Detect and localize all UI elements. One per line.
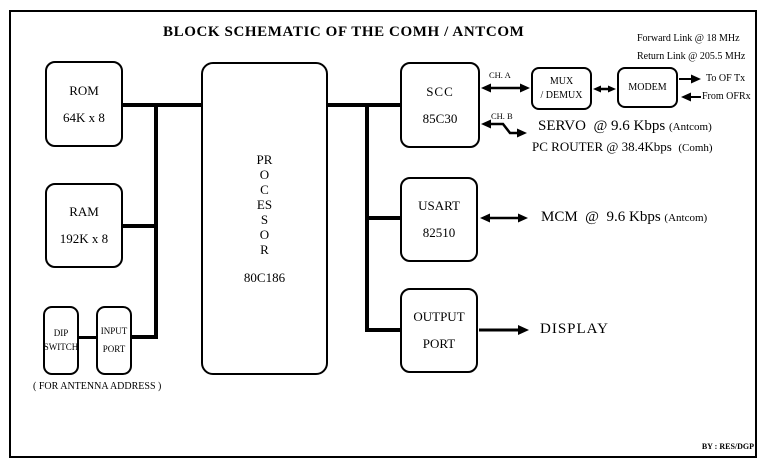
ram-size-label: 192K x 8 <box>59 231 109 246</box>
bus-input-port-branch <box>132 335 158 339</box>
servo-link-text: SERVO @ 9.6 Kbps <box>538 118 669 134</box>
output-port-label-line2: PORT <box>422 336 456 351</box>
mux-demux-label-line1: MUX <box>549 75 574 87</box>
scc-part-number: 85C30 <box>422 110 458 126</box>
dip-switch-block <box>43 306 79 375</box>
from-ofrx-label: From OFRx <box>702 91 751 102</box>
pc-router-link-note: (Comh) <box>678 142 713 154</box>
pc-router-link-text: PC ROUTER @ 38.4Kbps <box>532 139 679 154</box>
channel-b-label: CH. B <box>491 111 513 121</box>
scc-block <box>400 62 480 148</box>
return-link-label: Return Link @ 205.5 MHz <box>637 51 746 62</box>
servo-link-note: (Antcom) <box>668 121 712 133</box>
bus-ram-branch <box>123 224 158 228</box>
mcm-link-text: MCM @ 9.6 Kbps <box>541 209 665 225</box>
to-of-tx-label: To OF Tx <box>706 73 746 84</box>
mux-demux-block <box>531 67 592 110</box>
output-port-label-line1: OUTPUT <box>413 309 465 324</box>
link-dip-switch-input-port <box>79 336 96 339</box>
bus-left-vertical <box>154 103 158 339</box>
scc-label: SCC <box>426 83 454 99</box>
diagram-title: BLOCK SCHEMATIC OF THE COMH / ANTCOM <box>163 24 525 40</box>
input-port-label-line2: PORT <box>102 344 126 354</box>
mcm-link-label <box>541 209 707 226</box>
usart-part-number: 82510 <box>422 225 456 240</box>
bus-rom-processor <box>123 103 203 107</box>
antenna-address-note: ( FOR ANTENNA ADDRESS ) <box>33 381 162 392</box>
rom-label: ROM <box>69 82 99 98</box>
input-port-block <box>96 306 132 375</box>
dip-switch-label-line2: SWITCH <box>43 342 79 352</box>
byline: BY : RES/DGP <box>701 442 754 451</box>
input-port-label-line1: INPUT <box>100 326 128 336</box>
usart-block <box>400 177 478 262</box>
processor-label-vertical: PROCESSOR <box>256 151 273 257</box>
mux-demux-label-line2: / DEMUX <box>540 89 583 101</box>
bus-usart-branch <box>369 216 402 220</box>
ram-label: RAM <box>69 204 99 219</box>
processor-block <box>201 62 328 375</box>
rom-block <box>45 61 123 147</box>
processor-part-number: 80C186 <box>243 269 286 285</box>
forward-link-label: Forward Link @ 18 MHz <box>637 33 740 44</box>
usart-label: USART <box>418 198 460 213</box>
modem-block <box>617 67 678 108</box>
dip-switch-label-line1: DIP <box>53 328 69 338</box>
servo-link-label <box>538 118 712 135</box>
modem-label: MODEM <box>628 82 667 93</box>
pc-router-link-label <box>532 139 713 155</box>
output-port-block <box>400 288 478 373</box>
ram-block <box>45 183 123 268</box>
rom-size-label: 64K x 8 <box>63 109 105 125</box>
bus-processor-scc <box>326 103 402 107</box>
channel-a-label: CH. A <box>489 70 511 80</box>
mcm-link-note: (Antcom) <box>664 212 708 224</box>
display-label: DISPLAY <box>540 321 609 337</box>
bus-output-port-branch <box>365 328 402 332</box>
